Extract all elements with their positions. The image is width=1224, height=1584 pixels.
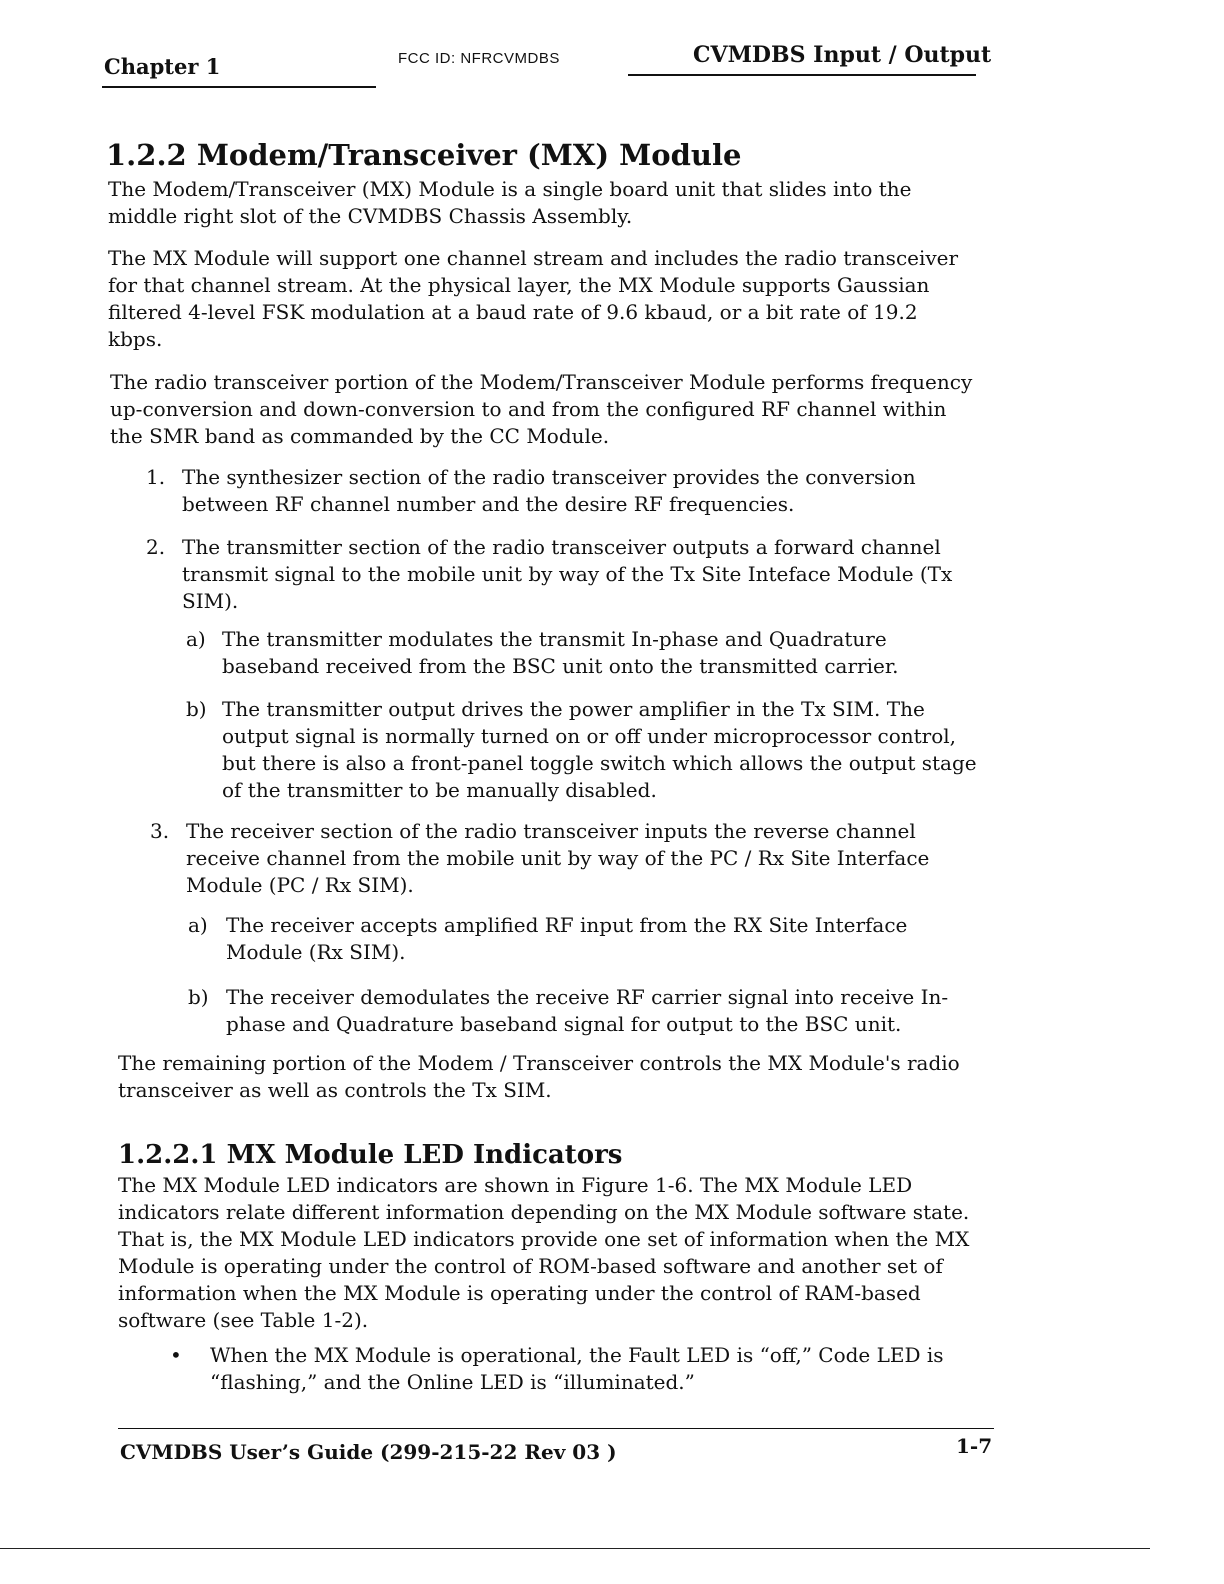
bullet-symbol: • bbox=[170, 1343, 182, 1367]
sublist-label: b) bbox=[186, 697, 207, 721]
header-chapter: Chapter 1 bbox=[104, 54, 221, 79]
list-text: The synthesizer section of the radio transceiver provides the conversion between RF channel number and the desire RF frequencies. bbox=[182, 465, 916, 516]
header-rule-left bbox=[102, 86, 376, 88]
sublist-text: The receiver demodulates the receive RF carrier signal into receive In-phase and Quadrature baseband signal for output to the BSC unit. bbox=[226, 985, 949, 1036]
list-number: 2. bbox=[146, 535, 166, 559]
header-rule-right bbox=[628, 74, 976, 76]
section-heading-1-2-2: 1.2.2 Modem/Transceiver (MX) Module bbox=[106, 138, 742, 172]
sublist-label: a) bbox=[188, 913, 208, 937]
footer-page-number: 1-7 bbox=[956, 1434, 993, 1458]
paragraph-led-indicators: The MX Module LED indicators are shown in Figure 1-6. The MX Module LED indicators relate different information depending on the MX Module software state. That is, the MX Module LED indicators provide one set of information when the MX Module is operating under the control of ROM-based software and another set of information when the MX Module is operating under the control of RAM-based software (see Table 1-2). bbox=[118, 1173, 970, 1332]
list-number: 3. bbox=[150, 819, 170, 843]
sublist-label: b) bbox=[188, 985, 209, 1009]
paragraph-radio-portion: The radio transceiver portion of the Modem/Transceiver Module performs frequency up-conversion and down-conversion to and from the configured RF channel within the SMR band as commanded by the CC Module. bbox=[110, 370, 973, 448]
section-heading-1-2-2-1: 1.2.2.1 MX Module LED Indicators bbox=[118, 1140, 623, 1170]
footer-rule bbox=[118, 1428, 994, 1429]
sublist-text: The transmitter modulates the transmit In-phase and Quadrature baseband received from the BSC unit onto the transmitted carrier. bbox=[222, 627, 899, 678]
header-fcc-id: FCC ID: NFRCVMDBS bbox=[398, 50, 560, 67]
paragraph-mx-support: The MX Module will support one channel stream and includes the radio transceiver for that channel stream. At the physical layer, the MX Module supports Gaussian filtered 4-level FSK modulation at a baud rate of 9.6 kbaud, or a bit rate of 19.2 kbps. bbox=[108, 246, 959, 351]
header-section-title: CVMDBS Input / Output bbox=[693, 42, 992, 68]
list-text: The receiver section of the radio transceiver inputs the reverse channel receive channel from the mobile unit by way of the PC / Rx Site Interface Module (PC / Rx SIM). bbox=[186, 819, 930, 897]
paragraph-intro: The Modem/Transceiver (MX) Module is a single board unit that slides into the middle right slot of the CVMDBS Chassis Assembly. bbox=[108, 177, 912, 228]
footer-guide-title: CVMDBS User’s Guide (299-215-22 Rev 03 ) bbox=[120, 1440, 617, 1464]
paragraph-remaining: The remaining portion of the Modem / Transceiver controls the MX Module's radio transceiver as well as controls the Tx SIM. bbox=[118, 1051, 960, 1102]
sublist-label: a) bbox=[186, 627, 206, 651]
sublist-text: The receiver accepts amplified RF input from the RX Site Interface Module (Rx SIM). bbox=[226, 913, 908, 964]
sublist-text: The transmitter output drives the power amplifier in the Tx SIM. The output signal is normally turned on or off under microprocessor control, but there is also a front-panel toggle switch which allows the output stage of the transmitter to be manually disabled. bbox=[222, 697, 977, 802]
page-bottom-line bbox=[0, 1548, 1150, 1549]
list-number: 1. bbox=[146, 465, 166, 489]
list-text: The transmitter section of the radio transceiver outputs a forward channel transmit signal to the mobile unit by way of the Tx Site Inteface Module (Tx SIM). bbox=[182, 535, 953, 613]
bullet-text: When the MX Module is operational, the Fault LED is “off,” Code LED is “flashing,” and the Online LED is “illuminated.” bbox=[210, 1343, 944, 1394]
